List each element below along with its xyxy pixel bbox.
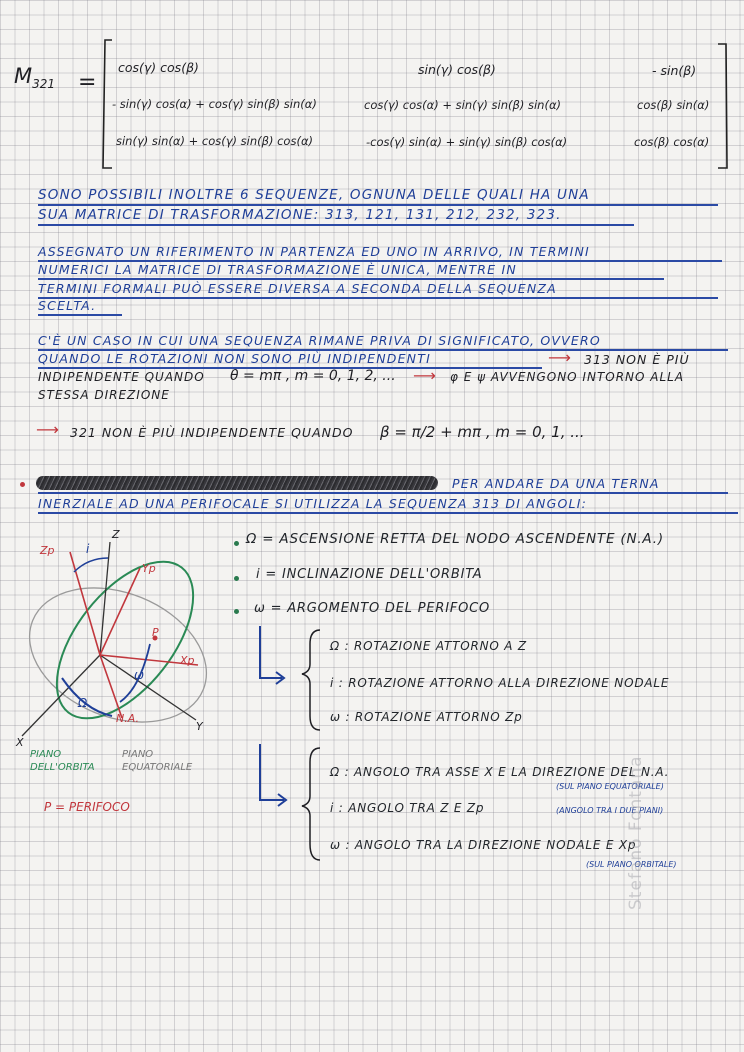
eq-plane-line1: PIANO: [122, 749, 154, 760]
diagram-label-yp: Yp: [142, 562, 156, 575]
para3-line1: C'È UN CASO IN CUI UNA SEQUENZA RIMANE PRIVA DI SIGNIFICATO, OVVERO: [38, 333, 601, 348]
underline: [38, 492, 728, 494]
diagram-label-y: Y: [196, 720, 203, 733]
underline: [38, 278, 664, 280]
matrix-r1c1: cos(γ) cos(β): [118, 60, 199, 75]
angle-Omega: Ω : ANGOLO TRA ASSE X E LA DIREZIONE DEL N.A.: [330, 765, 670, 779]
para4-text: 321 NON È PIÙ INDIPENDENTE QUANDO: [70, 425, 354, 440]
rotation-omega: ω : ROTAZIONE ATTORNO Zp: [330, 710, 523, 724]
diagram-label-i: i: [86, 542, 91, 556]
brace-connectors: [240, 620, 340, 880]
matrix-brackets: [0, 0, 744, 180]
author-watermark: Stefano Fontana: [626, 755, 646, 910]
para3-line4: STESSA DIREZIONE: [38, 388, 170, 402]
rotation-Omega: Ω : ROTAZIONE ATTORNO A Z: [330, 639, 527, 653]
underline: [38, 512, 738, 514]
diagram-label-Omega: Ω: [78, 696, 89, 710]
angle-note-orbital: (SUL PIANO ORBITALE): [586, 860, 677, 869]
underline: [38, 204, 718, 206]
diagram-label-x: X: [16, 736, 24, 749]
eq-plane-label: [122, 748, 192, 774]
bullet-icon: [20, 482, 25, 487]
para3-phi-psi: φ E ψ AVVENGONO INTORNO ALLA: [450, 370, 685, 384]
angle-omega: ω : ANGOLO TRA LA DIREZIONE NODALE E Xp: [330, 838, 637, 852]
angle-note-equatorial: (SUL PIANO EQUATORIALE): [556, 782, 664, 791]
diagram-label-p: P: [152, 626, 159, 639]
bullet-icon: [234, 576, 239, 581]
perifocus-legend: P = PERIFOCO: [44, 800, 130, 814]
underline: [38, 224, 634, 226]
orbit-plane-line2: DELL'ORBITA: [30, 762, 95, 773]
underline: [38, 314, 122, 316]
bullet-icon: [234, 541, 239, 546]
para3-line2: QUANDO LE ROTAZIONI NON SONO PIÙ INDIPENDENTI: [38, 351, 431, 366]
arrow-icon: ⟶: [36, 420, 59, 439]
diagram-label-zp: Zp: [40, 544, 55, 557]
matrix-r1c2: sin(γ) cos(β): [418, 62, 496, 77]
diagram-label-omega: ω: [134, 668, 146, 682]
matrix-letter: M: [14, 64, 33, 88]
matrix-subscript: 321: [32, 77, 56, 92]
eq-plane-line2: EQUATORIALE: [122, 762, 193, 773]
orbit-diagram: [0, 520, 230, 820]
def-omega: ω = ARGOMENTO DEL PERIFOCO: [254, 601, 491, 616]
para5-line1: PER ANDARE DA UNA TERNA: [452, 476, 660, 491]
angle-i: i : ANGOLO TRA Z E Zp: [330, 801, 485, 815]
diagram-label-na: N.A.: [116, 712, 139, 725]
para3-313-text: 313 NON È PIÙ: [584, 352, 690, 367]
orbit-plane-line1: PIANO: [30, 749, 62, 760]
para5-line2: INERZIALE AD UNA PERIFOCALE SI UTILIZZA LA SEQUENZA 313 DI ANGOLI:: [38, 496, 587, 511]
def-i: i = INCLINAZIONE DELL'ORBITA: [256, 567, 483, 582]
matrix-r3c1: sin(γ) sin(α) + cos(γ) sin(β) cos(α): [116, 134, 314, 148]
arrow-icon: ⟶: [548, 348, 571, 367]
para2-line3: TERMINI FORMALI PUÒ ESSERE DIVERSA A SECONDA DELLA SEQUENZA: [38, 281, 557, 296]
matrix-r2c2: cos(γ) cos(α) + sin(γ) sin(β) sin(α): [364, 98, 562, 112]
diagram-label-xp: Xp: [180, 654, 195, 667]
matrix-r1c3: - sin(β): [652, 63, 697, 78]
para1-line2: SUA MATRICE DI TRASFORMAZIONE: 313, 121, 131, 212, 232, 323.: [38, 207, 562, 223]
zp-axis: [70, 552, 100, 655]
para1-line1: SONO POSSIBILI INOLTRE 6 SEQUENZE, OGNUNA DELLE QUALI HA UNA: [38, 187, 590, 203]
para3-line3: INDIPENDENTE QUANDO: [38, 370, 205, 384]
nodal-line: [100, 655, 122, 718]
diagram-label-z: Z: [112, 528, 120, 541]
underline: [38, 297, 718, 299]
matrix-equals: =: [78, 70, 97, 95]
def-Omega: Ω = ASCENSIONE RETTA DEL NODO ASCENDENTE (N.A.): [246, 531, 664, 547]
matrix-r3c2: -cos(γ) sin(α) + sin(γ) sin(β) cos(α): [366, 135, 568, 149]
para2-line2: NUMERICI LA MATRICE DI TRASFORMAZIONE È UNICA, MENTRE IN: [38, 262, 517, 277]
scribbled-out-text: [36, 476, 438, 490]
matrix-r2c3: cos(β) sin(α): [637, 98, 710, 112]
matrix-r2c1: - sin(γ) cos(α) + cos(γ) sin(β) sin(α): [112, 97, 317, 111]
para3-theta-formula: θ = mπ , m = 0, 1, 2, ...: [230, 368, 396, 384]
para4-formula: β = π/2 + mπ , m = 0, 1, ...: [380, 423, 585, 441]
bullet-icon: [234, 609, 239, 614]
orbit-plane-label: [30, 748, 95, 774]
para2-line4: SCELTA.: [38, 298, 97, 313]
arrow-icon: ⟶: [413, 366, 436, 385]
rotation-i: i : ROTAZIONE ATTORNO ALLA DIREZIONE NODALE: [330, 676, 670, 690]
para2-line1: ASSEGNATO UN RIFERIMENTO IN PARTENZA ED UNO IN ARRIVO, IN TERMINI: [38, 244, 590, 259]
angle-note-between-planes: (ANGOLO TRA I DUE PIANI): [556, 806, 664, 815]
matrix-r3c3: cos(β) cos(α): [634, 135, 710, 149]
i-arc: [74, 558, 108, 572]
